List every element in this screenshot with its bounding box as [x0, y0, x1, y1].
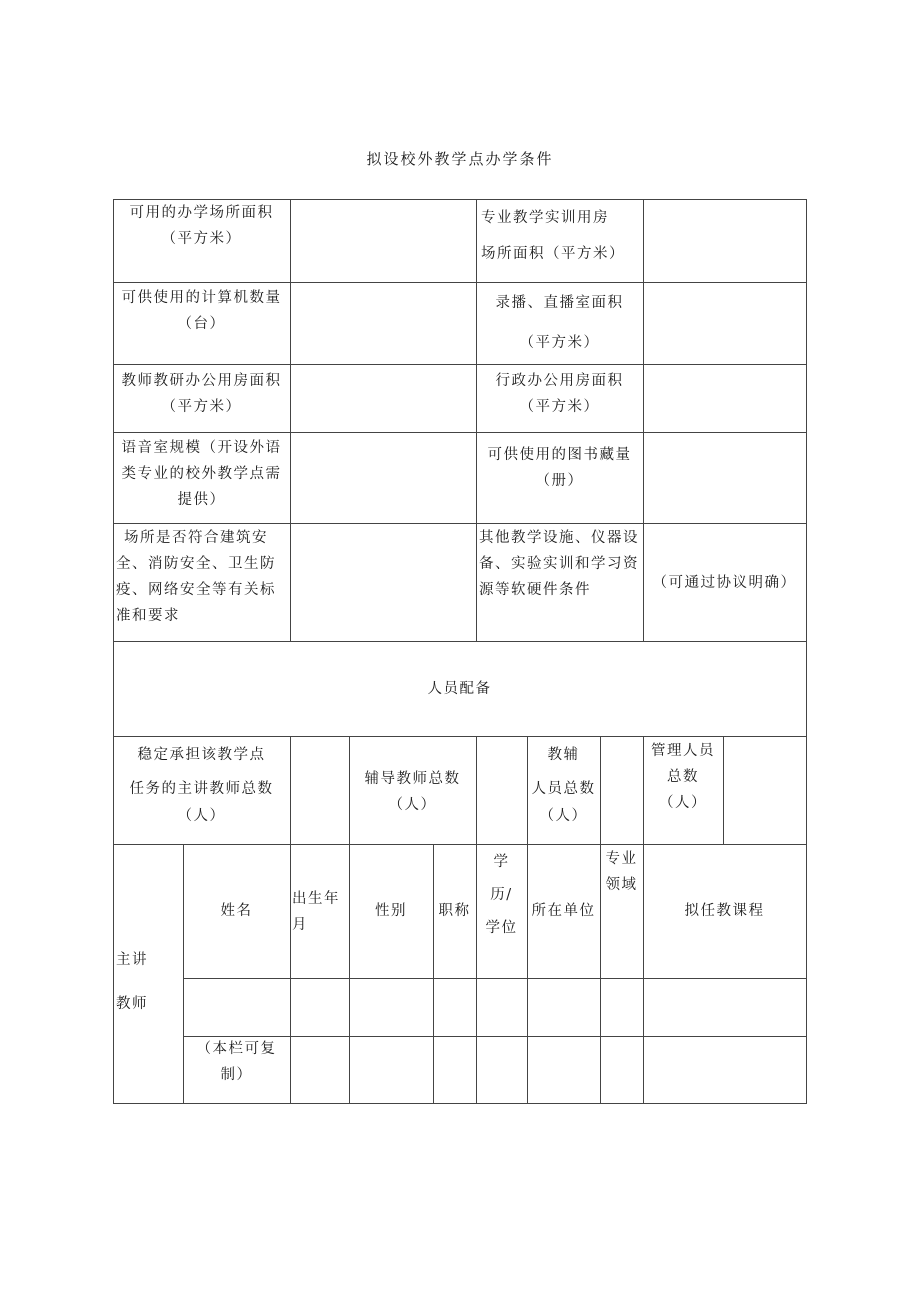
staff-section-title: 人员配备 [427, 681, 492, 697]
other-facilities-value: （可通过协议明确） [652, 575, 797, 591]
training-area-label: 专业教学实训用房 场所面积（平方米） [481, 210, 625, 262]
computers-label: 可供使用的计算机数量 （台） [121, 290, 282, 332]
tutor-count-label: 辅导教师总数 （人） [364, 771, 461, 813]
page-title: 拟设校外教学点办学条件 [366, 150, 554, 168]
header-title: 职称 [438, 903, 471, 919]
copy-note: （本栏可复 制） [196, 1041, 277, 1083]
main-teacher-row-label: 主讲 教师 [116, 952, 148, 1012]
header-field: 专业 领域 [605, 851, 638, 893]
manager-count-label: 管理人员 总数 （人） [651, 743, 715, 811]
header-employer: 所在单位 [531, 903, 596, 919]
teacher-office-label: 教师教研办公用房面积 （平方米） [121, 373, 282, 415]
header-birth: 出生年 月 [292, 891, 340, 933]
other-facilities-label: 其他教学设施、仪器设 备、实验实训和学习资 源等软硬件条件 [479, 530, 639, 598]
header-gender: 性别 [375, 903, 407, 919]
safety-label: 场所是否符合建筑安 全、消防安全、卫生防 疫、网络安全等有关标 准和要求 [116, 530, 276, 624]
support-count-label: 教辅 人员总数 （人） [531, 747, 596, 824]
main-teacher-count-label: 稳定承担该教学点 任务的主讲教师总数 （人） [129, 747, 274, 824]
language-lab-label: 语音室规模（开设外语 类专业的校外教学点需 提供） [121, 440, 282, 508]
header-name: 姓名 [220, 903, 253, 919]
studio-label: 录播、直播室面积 （平方米） [495, 295, 624, 351]
header-degree: 学 历/ 学位 [485, 854, 518, 936]
books-label: 可供使用的图书藏量 （册） [487, 447, 632, 489]
header-courses: 拟任教课程 [684, 903, 765, 919]
admin-office-label: 行政办公用房面积 （平方米） [495, 373, 624, 415]
usable-area-label: 可用的办学场所面积 （平方米） [129, 205, 274, 247]
